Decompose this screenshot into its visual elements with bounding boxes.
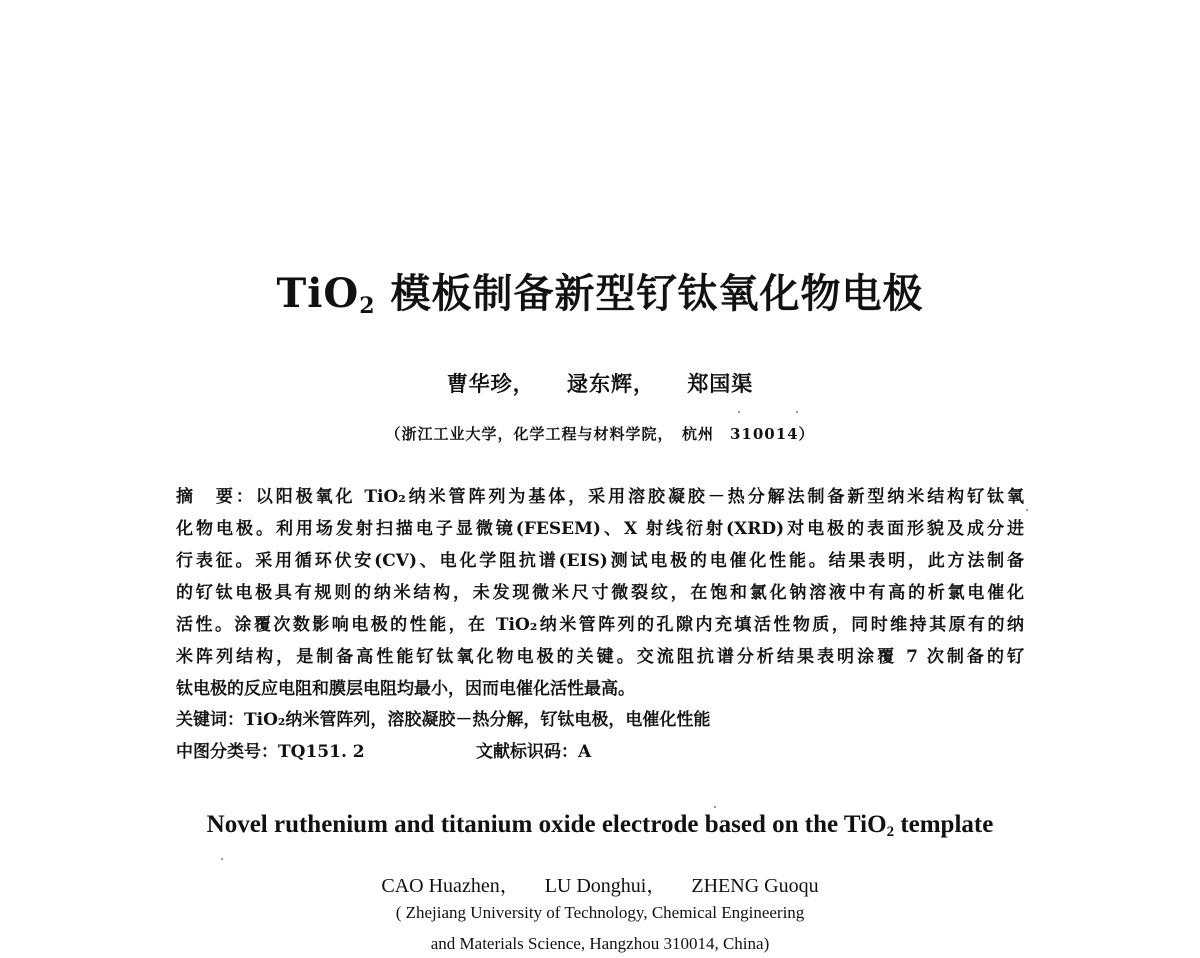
keywords-text: TiO₂纳米管阵列，溶胶凝胶－热分解，钌钛电极，电催化性能: [244, 710, 711, 730]
abstract-label: 摘 要：: [176, 487, 256, 507]
chinese-author: 曹华珍，: [446, 371, 535, 396]
abstract-line: 行表征。采用循环伏安(CV)、电化学阻抗谱(EIS)测试电极的电催化性能。结果表明，此方法制备: [176, 551, 1024, 571]
chinese-affiliation: （浙江工业大学，化学工程与材料学院， 杭州 310014）: [385, 425, 815, 443]
classification-value: TQ151. 2: [278, 742, 365, 762]
chinese-title-rest: 模板制备新型钌钛氧化物电极: [375, 270, 924, 317]
chinese-authors: [0, 368, 1200, 398]
abstract-line-text: 以阳极氧化 TiO₂纳米管阵列为基体，采用溶胶凝胶－热分解法制备新型纳米结构钌钛氧: [255, 487, 1024, 507]
abstract-line: 米阵列结构，是制备高性能钌钛氧化物电极的关键。交流阻抗谱分析结果表明涂覆 7 次制备的钌: [176, 647, 1024, 667]
chinese-title-prefix: TiO: [276, 270, 360, 317]
scan-speck: [221, 858, 223, 860]
english-affiliation-line2: and Materials Science, Hangzhou 310014, China): [430, 934, 770, 953]
english-title: [0, 811, 1200, 841]
english-author: CAO Huazhen，: [381, 875, 520, 897]
scan-speck: [738, 411, 740, 413]
abstract-line: 活性。涂覆次数影响电极的性能，在 TiO₂纳米管阵列的孔隙内充填活性物质，同时维持其原有的纳: [176, 615, 1024, 635]
english-title-after: template: [894, 811, 994, 838]
chinese-title: [0, 262, 1200, 319]
scan-speck: [1026, 509, 1028, 511]
english-author: ZHENG Guoqu: [691, 875, 819, 897]
keywords: [176, 705, 1024, 730]
keywords-label: 关键词：: [176, 710, 244, 730]
document-code-value: A: [578, 742, 592, 762]
english-authors: [0, 869, 1200, 898]
chinese-author: 郑国渠: [687, 371, 754, 396]
classification-label: 中图分类号：: [176, 742, 278, 762]
abstract-line: [176, 481, 1024, 513]
scan-speck: [714, 806, 716, 808]
chinese-title-subscript: 2: [359, 293, 376, 319]
english-title-subscript: 2: [886, 824, 895, 840]
chinese-abstract: [176, 481, 1024, 705]
english-affiliation-line1: ( Zhejiang University of Technology, Chemical Engineering: [395, 903, 805, 922]
document-code: [476, 737, 591, 762]
english-author: LU Donghui，: [544, 875, 667, 897]
abstract-line: 钛电极的反应电阻和膜层电阻均最小，因而电催化活性最高。: [176, 679, 635, 699]
english-title-before: Novel ruthenium and titanium oxide electrode based on the TiO: [206, 811, 887, 838]
chinese-author: 逯东辉，: [567, 371, 655, 396]
document-code-label: 文献标识码：: [476, 742, 578, 762]
classification-line: [176, 737, 1024, 762]
abstract-line: 的钌钛电极具有规则的纳米结构，未发现微米尺寸微裂纹，在饱和氯化钠溶液中有高的析氯电催化: [176, 583, 1024, 603]
scan-speck: [796, 411, 798, 413]
abstract-line: 化物电极。利用场发射扫描电子显微镜(FESEM)、X 射线衍射(XRD)对电极的表面形貌及成分进: [176, 519, 1024, 539]
